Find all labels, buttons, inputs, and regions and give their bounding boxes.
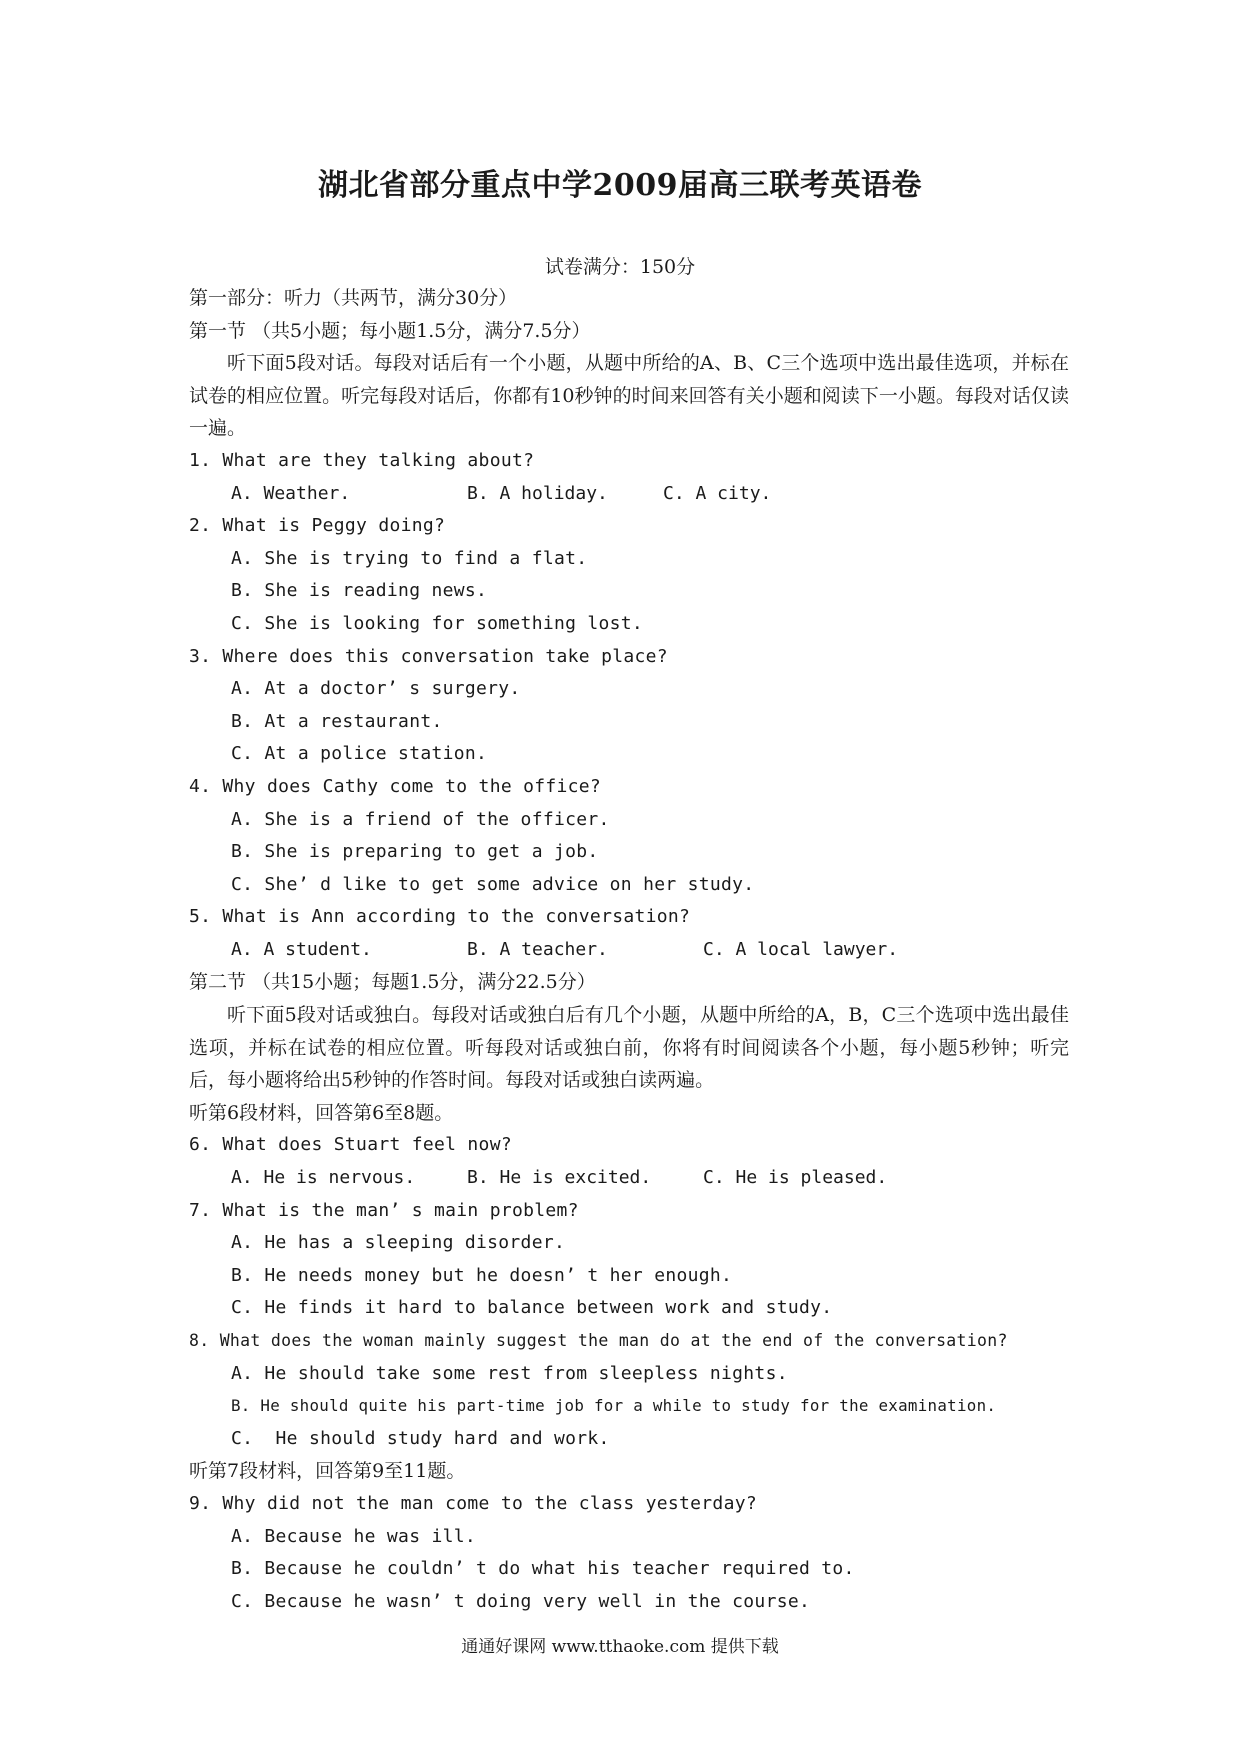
page-title: 湖北省部分重点中学2009届高三联考英语卷 [318,168,922,203]
question-5: 5. What is Ann according to the conversation? [189,906,691,928]
option-b: B. A teacher. [467,938,608,960]
option-a: A. She is trying to find a flat. [231,547,588,569]
option-c: C. Because he wasn’ t doing very well in the course. [231,1590,811,1612]
option-a: A. Weather. [231,482,351,504]
total-score: 试卷满分：150分 [544,256,696,278]
option-c: C. He should study hard and work. [231,1427,610,1449]
section1-heading: 第一节 （共5小题；每小题1.5分，满分7.5分） [189,319,591,342]
material-6-note: 听第6段材料，回答第6至8题。 [189,1101,454,1124]
option-a: A. He has a sleeping disorder. [231,1232,566,1254]
option-a: A. He is nervous. [231,1167,416,1189]
section2-instructions: 听下面5段对话或独白。每段对话或独白后有几个小题，从题中所给的A，B，C三个选项中选出最佳选项，并标在试卷的相应位置。听每段对话或独白前，你将有时间阅读各个小题，每小题5秒钟；听完后，每小题将给出5秒钟的作答时间。每段对话或独白读两遍。 [189,1004,1069,1092]
question-8: 8. What does the woman mainly suggest the man do at the end of the conversation? [189,1331,1008,1351]
question-4: 4. Why does Cathy come to the office? [189,775,602,797]
page-footer: 通通好课网 www.tthaoke.com 提供下载 [461,1637,779,1657]
option-b: B. Because he couldn’ t do what his teacher required to. [231,1558,855,1580]
option-b: B. She is reading news. [231,580,488,602]
option-c: C. A city. [663,482,772,504]
option-a: A. He should take some rest from sleepless nights. [231,1362,788,1384]
option-c: C. A local lawyer. [703,938,899,960]
material-7-note: 听第7段材料，回答第9至11题。 [189,1460,466,1483]
option-a: A. At a doctor’ s surgery. [231,678,521,700]
option-b: B. He should quite his part-time job for a while to study for the examination. [231,1396,997,1416]
exam-content [189,282,1069,1618]
question-6: 6. What does Stuart feel now? [189,1134,512,1156]
question-1-options [189,478,1069,511]
option-b: B. He needs money but he doesn’ t her enough. [231,1264,733,1286]
option-b: B. She is preparing to get a job. [231,841,599,863]
section1-instructions: 听下面5段对话。每段对话后有一个小题，从题中所给的A、B、C三个选项中选出最佳选项，并标在试卷的相应位置。听完每段对话后，你都有10秒钟的时间来回答有关小题和阅读下一小题。每段对话仅读一遍。 [189,352,1069,440]
option-c: C. She is looking for something lost. [231,612,644,634]
question-9: 9. Why did not the man come to the class yesterday? [189,1493,757,1514]
option-b: B. A holiday. [467,482,608,504]
option-c: C. He finds it hard to balance between work and study. [231,1297,833,1319]
section2-heading: 第二节 （共15小题；每题1.5分，满分22.5分） [189,971,596,994]
question-3: 3. Where does this conversation take place? [189,645,668,667]
question-2: 2. What is Peggy doing? [189,515,446,537]
part1-heading: 第一部分：听力（共两节，满分30分） [189,287,518,309]
option-c: C. At a police station. [231,743,488,765]
option-c: C. He is pleased. [703,1167,888,1189]
question-7: 7. What is the man’ s main problem? [189,1199,579,1221]
option-a: A. Because he was ill. [231,1525,477,1547]
question-5-options [189,934,1069,967]
option-a: A. She is a friend of the officer. [231,808,610,830]
option-b: B. At a restaurant. [231,710,443,732]
option-b: B. He is excited. [467,1167,652,1189]
question-6-options [189,1162,1069,1195]
option-c: C. She’ d like to get some advice on her study. [231,873,755,895]
question-1: 1. What are they talking about? [189,449,535,471]
option-a: A. A student. [231,938,372,960]
